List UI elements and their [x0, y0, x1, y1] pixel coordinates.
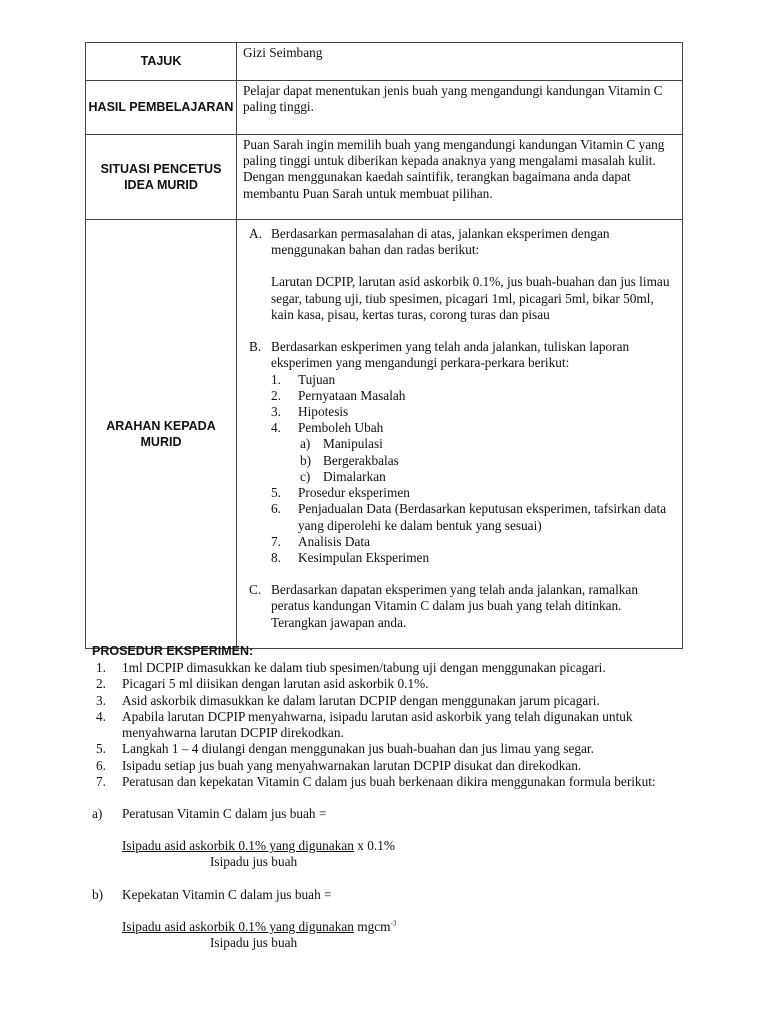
report-items-list-cont — [271, 485, 676, 566]
formula-b-unit-exponent: -3 — [390, 919, 397, 928]
arahan-label: ARAHAN KEPADA MURID — [86, 220, 237, 649]
situasi-label: SITUASI PENCETUS IDEA MURID — [86, 135, 237, 220]
list-item: 2. Picagari 5 ml diisikan dengan larutan asid askorbik 0.1%. — [96, 676, 429, 692]
list-item: 4. Pemboleh Ubah — [271, 420, 384, 436]
list-item: 7. Analisis Data — [271, 533, 371, 549]
list-item: c) Dimalarkan — [300, 468, 386, 484]
section-b-text: Berdasarkan eskperimen yang telah anda jalankan, tuliskan laporan eksperimen yang mengandungi perkara-perkara berikut: — [271, 339, 630, 371]
list-item: 6. Isipadu setiap jus buah yang menyahwarnakan larutan DCPIP disukat dan direkodkan. — [96, 757, 582, 773]
list-item: 3. Hipotesis — [271, 403, 349, 419]
formula-b-denominator: Isipadu jus buah — [210, 935, 298, 951]
section-a-materials: Larutan DCPIP, larutan asid askorbik 0.1%, jus buah-buahan dan jus limau segar, tabung uji, tiub spesimen, picagari 1ml, picagari 5ml, bikar 50ml, kain kasa, pisau, kertas turas, corong turas dan pisau — [271, 274, 670, 322]
list-item: 7. Peratusan dan kepekatan Vitamin C dalam jus buah berkenaan dikira menggunakan formula berikut: — [96, 773, 656, 789]
list-item: a) Manipulasi — [300, 436, 383, 452]
formula-b-unit: mgcm — [357, 918, 391, 934]
section-b — [243, 339, 676, 566]
list-item: 2. Pernyataan Masalah — [271, 387, 406, 403]
procedure-heading: PROSEDUR EKSPERIMEN: — [92, 644, 254, 658]
formula-a-fraction — [92, 838, 692, 870]
section-a-letter: A. — [249, 226, 262, 241]
list-item: 1. 1ml DCPIP dimasukkan ke dalam tiub spesimen/tabung uji dengan menggunakan picagari. — [96, 660, 606, 676]
variable-sublist — [271, 436, 676, 485]
section-c-letter: C. — [249, 582, 262, 598]
hasil-label: HASIL PEMBELAJARAN — [86, 81, 237, 135]
procedure-section — [92, 644, 692, 951]
formula-a-denominator: Isipadu jus buah — [210, 854, 298, 870]
list-item: 5. Prosedur eksperimen — [271, 485, 410, 501]
list-item: 6. Penjadualan Data (Berdasarkan keputusan eksperimen, tafsirkan data yang diperolehi ke dalam bentuk yang sesuai) — [271, 501, 667, 533]
situasi-value: Puan Sarah ingin memilih buah yang mengandungi kandungan Vitamin C yang paling tinggi untuk diberikan kepada anaknya yang mengalami masalah kulit. Dengan menggunakan kaedah saintifik, terangkan bagaimana anda dapat membantu Puan Sarah untuk membuat pilihan. — [237, 135, 683, 220]
formula-b-fraction — [92, 919, 692, 951]
formula-b-label: b) Kepekatan Vitamin C dalam jus buah = — [92, 886, 332, 902]
tajuk-label: TAJUK — [86, 43, 237, 81]
section-a-text: Berdasarkan permasalahan di atas, jalankan eksperimen dengan menggunakan bahan dan radas berikut: — [271, 226, 610, 258]
formula-b-numerator: Isipadu asid askorbik 0.1% yang digunakan — [122, 918, 354, 934]
list-item: 1. Tujuan — [271, 371, 336, 387]
section-a — [243, 226, 676, 323]
list-item: b) Bergerakbalas — [300, 452, 399, 468]
section-c-text: Berdasarkan dapatan eksperimen yang telah anda jalankan, ramalkan peratus kandungan Vitamin C dalam jus buah yang telah ditinkan. Terangkan jawapan anda. — [271, 582, 638, 630]
list-item: 8. Kesimpulan Eksperimen — [271, 549, 430, 565]
procedure-steps — [92, 660, 692, 790]
list-item: 5. Langkah 1 – 4 diulangi dengan menggunakan jus buah-buahan dan jus limau yang segar. — [96, 741, 594, 757]
tajuk-value: Gizi Seimbang — [237, 43, 683, 81]
formula-a-label: a) Peratusan Vitamin C dalam jus buah = — [92, 806, 327, 821]
report-items-list — [271, 372, 676, 437]
list-item: 4. Apabila larutan DCPIP menyahwarna, isipadu larutan asid askorbik yang telah digunakan untuk menyahwarna larutan DCPIP direkodkan. — [96, 708, 633, 741]
formula-a-factor: x 0.1% — [357, 838, 395, 854]
lesson-table — [85, 42, 683, 649]
hasil-value: Pelajar dapat menentukan jenis buah yang mengandungi kandungan Vitamin C paling tinggi. — [237, 81, 683, 135]
arahan-content — [237, 220, 683, 649]
section-c — [243, 582, 676, 631]
formula-a-numerator: Isipadu asid askorbik 0.1% yang digunakan — [122, 838, 354, 854]
section-b-letter: B. — [249, 339, 262, 355]
list-item: 3. Asid askorbik dimasukkan ke dalam larutan DCPIP dengan menggunakan jarum picagari. — [96, 692, 600, 708]
